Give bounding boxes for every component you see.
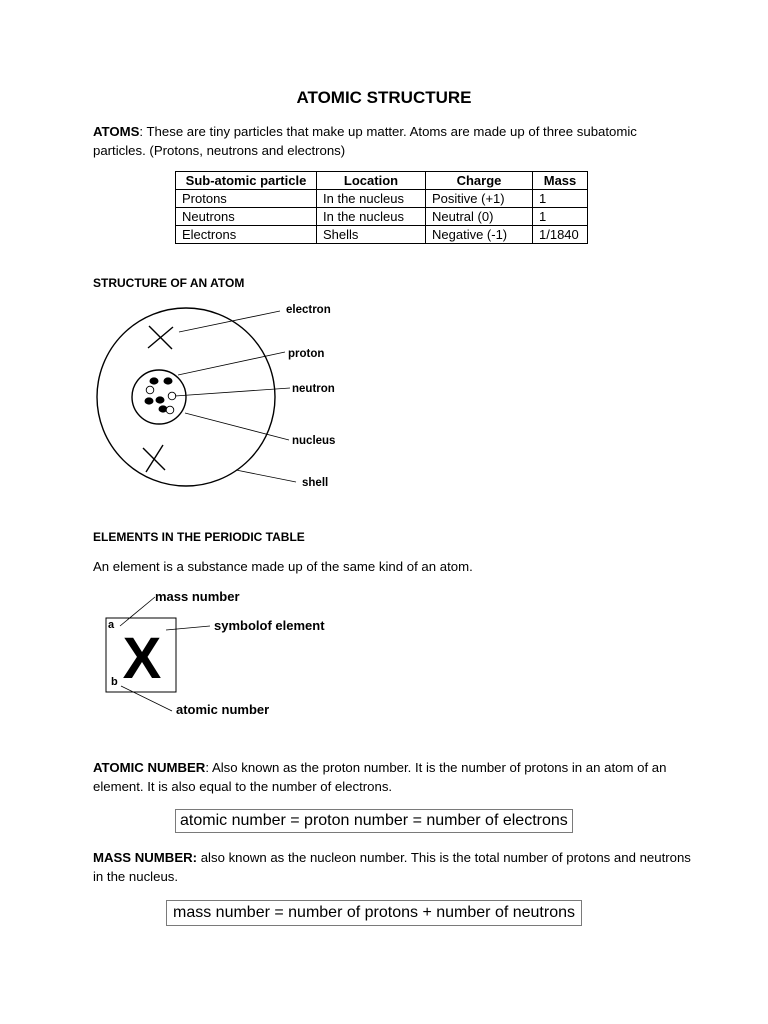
mass-number-leader-line <box>120 597 155 626</box>
shell-label: shell <box>302 477 329 489</box>
mass-number-paragraph <box>93 848 693 886</box>
electron-mark-bottom <box>143 445 165 472</box>
table-cell: Negative (-1) <box>426 226 533 244</box>
table-header-cell: Mass <box>533 172 588 190</box>
proton-label: proton <box>288 348 325 360</box>
symbol-leader-line <box>166 626 210 630</box>
atomic-number-marker: b <box>111 676 118 688</box>
electron-mark-top <box>148 326 173 349</box>
table-cell: 1/1840 <box>533 226 588 244</box>
electron-label: electron <box>286 304 331 316</box>
proton-dot <box>150 377 159 384</box>
atomic-number-formula: atomic number = proton number = number of electrons <box>175 809 573 833</box>
table-cell: Shells <box>317 226 426 244</box>
mass-number-formula: mass number = number of protons + number of neutrons <box>166 900 582 926</box>
proton-dot <box>156 396 165 403</box>
atomic-number-label: atomic number <box>176 702 270 717</box>
structure-heading: STRUCTURE OF AN ATOM <box>93 276 245 290</box>
neutron-dot <box>146 386 154 394</box>
shell-leader-line <box>236 470 296 482</box>
table-cell: 1 <box>533 190 588 208</box>
table-cell: In the nucleus <box>317 208 426 226</box>
symbol-of-element-label: symbolof element <box>214 618 325 633</box>
table-cell: In the nucleus <box>317 190 426 208</box>
atoms-text: : These are tiny particles that make up matter. Atoms are made up of three subatomic particles. (Protons, neutrons and electrons) <box>93 124 637 158</box>
neutron-dot <box>168 392 176 400</box>
elements-text: An element is a substance made up of the same kind of an atom. <box>93 559 473 574</box>
table-header-cell: Charge <box>426 172 533 190</box>
atoms-lead: ATOMS <box>93 124 140 139</box>
proton-dot <box>145 397 154 404</box>
table-cell: Neutrons <box>176 208 317 226</box>
neutron-label: neutron <box>292 383 335 395</box>
mass-number-text: also known as the nucleon number. This is the total number of protons and neutrons in the nucleus. <box>93 850 691 884</box>
proton-dot <box>164 377 173 384</box>
page-title: ATOMIC STRUCTURE <box>296 88 472 107</box>
element-symbol: X <box>122 626 162 691</box>
table-cell: Positive (+1) <box>426 190 533 208</box>
atomic-number-paragraph <box>93 758 693 796</box>
table-header-cell: Location <box>317 172 426 190</box>
table-cell: Neutral (0) <box>426 208 533 226</box>
mass-number-label: mass number <box>155 589 240 604</box>
table-header-cell: Sub-atomic particle <box>176 172 317 190</box>
mass-number-marker: a <box>108 619 115 631</box>
table-cell: Electrons <box>176 226 317 244</box>
table-cell: Protons <box>176 190 317 208</box>
nucleus-label: nucleus <box>292 435 336 447</box>
elements-heading: ELEMENTS IN THE PERIODIC TABLE <box>93 530 305 544</box>
atomic-number-lead: ATOMIC NUMBER <box>93 760 206 775</box>
mass-number-lead: MASS NUMBER: <box>93 850 198 865</box>
atomic-number-text: : Also known as the proton number. It is the number of protons in an atom of an element. It is also equal to the number of electrons. <box>93 760 667 794</box>
neutron-leader-line <box>175 388 290 396</box>
electron-leader-line <box>179 311 280 332</box>
neutron-dot <box>166 406 174 414</box>
table-cell: 1 <box>533 208 588 226</box>
